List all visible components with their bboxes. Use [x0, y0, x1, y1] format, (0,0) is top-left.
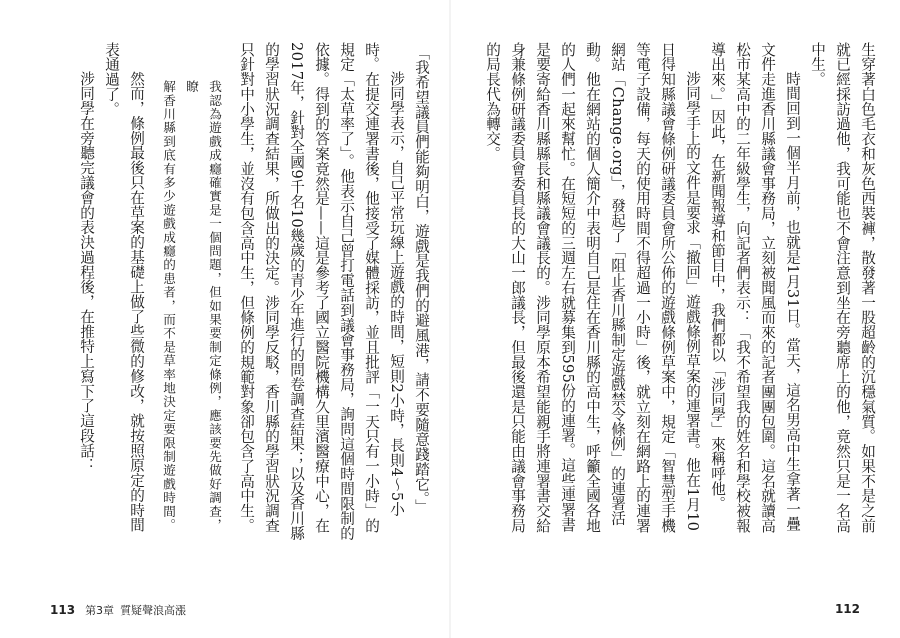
right-page — [450, 0, 900, 638]
paragraph: 生穿著白色毛衣和灰色西裝褲，散發著一股超齡的沉穩氣質。如果不是之前就已經採訪過他，我可能也不會注意到坐在旁聽席上的他，竟然只是一名高中生。 — [809, 42, 876, 534]
quote-line: 「我希望議員們能夠明白，遊戲是我們的避風港，請不要隨意踐踏它。」 — [413, 44, 430, 514]
block-quote-line: 解香川縣到底有多少遊戲成癮的患者，而不是草率地決定要限制遊戲時間。 — [161, 79, 176, 532]
page-number: 113 — [50, 603, 76, 617]
block-quote-line: 我認為遊戲成癮確實是一個問題，但如果要制定條例，應該要先做好調查，瞭 — [184, 79, 222, 532]
left-page-text — [40, 42, 434, 542]
right-page-footer — [835, 602, 860, 616]
paragraph: 涉同學在旁聽完議會的表決過程後，在推特上寫下了這段話： — [78, 71, 95, 473]
chapter-label: 第3章 — [85, 604, 115, 617]
chapter-title: 質疑聲浪高漲 — [120, 604, 187, 617]
paragraph: 然而，條例最後只在草案的基礎上做了些微的修改，就按照原定的時間表通過了。 — [103, 42, 145, 533]
paragraph: 時間回到一個半月前，也就是1月31日。當天，這名男高中生拿著一疊文件走進香川縣議會事務局，立刻被聞風而來的記者團團包圍。這名就讀高松市某高中的二年級學生，向記者們表示：「我不希望我的姓名和學校被報導出來。」因此，在新聞報導和節目中，我們都以「涉同學」來稱呼他。 — [709, 42, 801, 534]
left-page-footer — [50, 602, 186, 618]
right-page-text — [484, 42, 880, 542]
page-number: 112 — [834, 602, 860, 616]
block-quote — [157, 42, 226, 542]
paragraph: 涉同學表示，自己平常玩線上遊戲的時間，短則2小時，長則4～5小時。在提交連署書後，他接受了媒體採訪，並且批評「一天只有一小時」的規定「太草率了」。他表示自己曾打電話到議會事務局，詢問這個時間限制的依據。得到的答案竟然是——這是參考了國立醫院機構久里濱醫療中心，在2017年，針對全國9千名10幾歲的青少年進行的問卷調查結果；以及香川縣的學習狀況調查結果，所做出的決定。涉同學反駁，香川縣的學習狀況調查只針對中小學生，並沒有包含高中生，但條例的規範對象卻包含了高中生。 — [238, 42, 405, 541]
paragraph: 涉同學手上的文件是要求「撤回」遊戲條例草案的連署書。他在1月10日得知縣議會條例研議委員會所公佈的遊戲條例草案中，規定「智慧型手機等電子設備，每天的使用時間不得超過一小時」後，就立刻在網路上的連署網站「Change.org」，發起了「阻止香川縣制定遊戲禁令條例」的連署活動。他在網站的個人簡介中表明自己是住在香川縣的高中生，呼籲全國各地的人們一起來幫忙。在短短的三週左右就募集到595份的連署。這些連署書是要寄給香川縣縣長和縣議會議長的。涉同學原本希望能親手將連署書交給身兼條例研議委員會委員長的大山一郎議長，但最後還是只能由議會事務局的局長代為轉交。 — [484, 42, 701, 534]
